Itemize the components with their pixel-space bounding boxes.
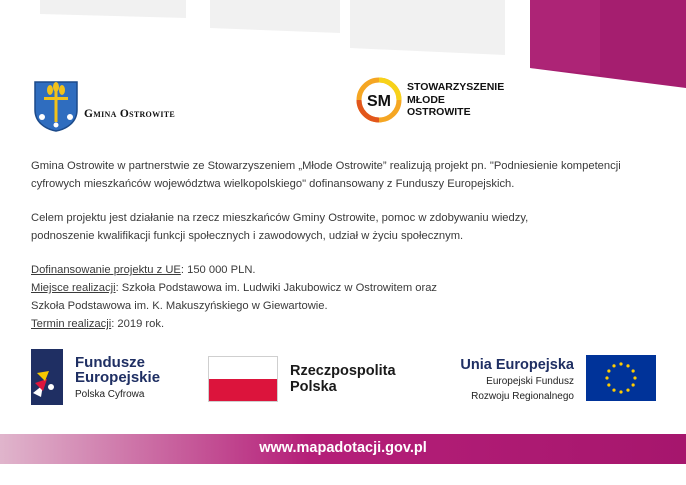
eu-star (619, 390, 622, 393)
fundusze-europejskie-logo (75, 355, 160, 402)
mapadotacji-link[interactable]: www.mapadotacji.gov.pl (259, 440, 427, 456)
ue-title: Unia Europejska (460, 357, 574, 373)
fe-title-1: Fundusze (75, 354, 145, 371)
fundusze-europejskie-mark-icon (31, 349, 63, 405)
eu-star (605, 376, 608, 379)
ue-sub-2: Rozwoju Regionalnego (471, 391, 574, 402)
paragraph-1-line-1: Gmina Ostrowite w partnerstwie ze Stowarzyszeniem „Młode Ostrowite” realizują projekt pn. "Podniesienie kompetencji (31, 160, 621, 172)
eu-star (607, 369, 610, 372)
rp-line-1: Rzeczpospolita (290, 363, 396, 379)
term-label: Termin realizacji (31, 318, 112, 330)
association-line-1: STOWARZYSZENIE (407, 81, 505, 93)
sm-initials: SM (367, 93, 391, 110)
paragraph-2-line-2: podnoszenie kwalifikacji funkcji społecznych i zawodowych, udział w życiu społecznym. (31, 230, 464, 242)
eu-star (626, 389, 629, 392)
association-line-3: OSTROWITE (407, 106, 471, 118)
ue-sub-1: Europejski Fundusz (486, 376, 574, 387)
rzeczpospolita-logo (290, 363, 396, 395)
eu-star (632, 369, 635, 372)
rp-line-2: Polska (290, 379, 337, 395)
paragraph-1-line-2: cyfrowych mieszkańców województwa wielkopolskiego" dofinansowany z Funduszy Europejskich. (31, 178, 515, 190)
eu-flag-icon (586, 355, 656, 401)
eu-star (607, 383, 610, 386)
eu-star (612, 389, 615, 392)
eu-star (619, 362, 622, 365)
paragraph-2-line-1: Celem projektu jest działanie na rzecz mieszkańców Gminy Ostrowite, pomoc w zdobywaniu wiedzy, (31, 212, 529, 224)
polish-flag-icon (208, 356, 278, 402)
association-line-2: MŁODE (407, 93, 445, 106)
eu-star (612, 364, 615, 367)
funding-value: : 150 000 PLN. (180, 264, 256, 276)
sm-logo-icon (355, 76, 403, 124)
fe-subtitle: Polska Cyfrowa (75, 389, 145, 400)
location-label: Miejsce realizacji (31, 282, 116, 294)
location-line-2: Szkoła Podstawowa im. K. Makuszyńskiego w Giewartowie. (31, 300, 328, 312)
association-name (407, 81, 504, 119)
location-value-1: : Szkoła Podstawowa im. Ludwiki Jakubowicz w Ostrowitem oraz (115, 282, 438, 294)
eu-star (633, 376, 636, 379)
fe-title-2: Europejskie (75, 369, 161, 386)
unia-europejska-logo (440, 357, 574, 403)
eu-star (632, 383, 635, 386)
term-line (31, 315, 671, 333)
term-value: : 2019 rok. (111, 318, 165, 330)
coat-of-arms-icon (33, 80, 79, 132)
funding-line (31, 261, 671, 279)
top-decoration (0, 0, 686, 90)
location-line (31, 279, 671, 297)
gmina-label: Gmina Ostrowite (84, 108, 176, 120)
project-description (31, 157, 671, 333)
funding-label: Dofinansowanie projektu z UE (31, 264, 181, 276)
eu-star (626, 364, 629, 367)
